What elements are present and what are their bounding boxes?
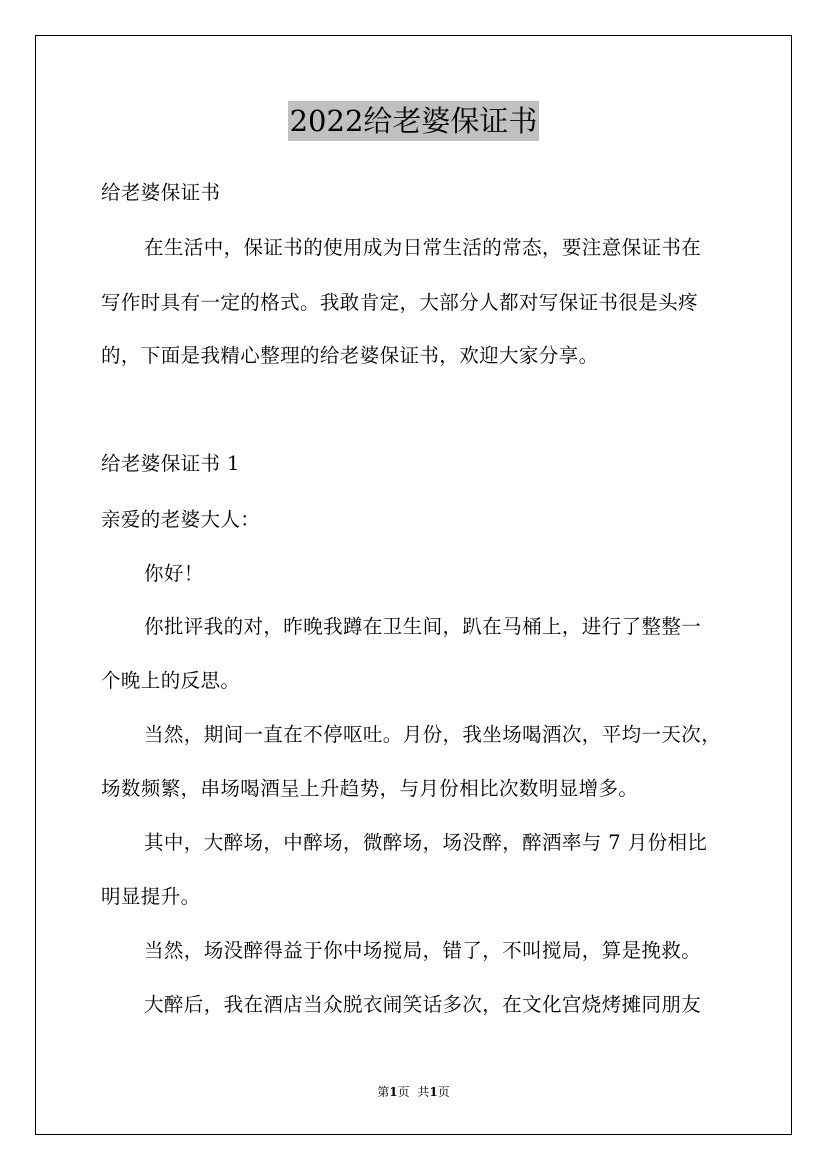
body-line: 在生活中，保证书的使用成为日常生活的常态，要注意保证书在: [144, 236, 702, 259]
body-line: 的，下面是我精心整理的给老婆保证书，欢迎大家分享。: [101, 344, 599, 367]
page-number: 1: [389, 1085, 398, 1099]
total-prefix: 共: [417, 1085, 430, 1099]
total-number: 1: [429, 1085, 438, 1099]
title-container: [0, 101, 827, 141]
body-line: 当然，场没醉得益于你中场搅局，错了，不叫搅局，算是挽救。: [144, 939, 702, 962]
body-line-heading: 给老婆保证书: [101, 181, 221, 204]
salutation: 亲爱的老婆大人：: [101, 508, 261, 531]
page-suffix: 页: [397, 1085, 410, 1099]
body-line: 其中，大醉场，中醉场，微醉场，场没醉，醉酒率与 7 月份相比: [144, 831, 708, 854]
page-footer: [0, 1084, 827, 1100]
body-line: 大醉后，我在酒店当众脱衣闹笑话多次，在文化宫烧烤摊同朋友: [144, 993, 702, 1016]
page-prefix: 第: [377, 1085, 390, 1099]
total-suffix: 页: [437, 1085, 450, 1099]
body-line: 写作时具有一定的格式。我敢肯定，大部分人都对写保证书很是头疼: [101, 291, 699, 314]
body-line: 个晚上的反思。: [101, 669, 241, 692]
body-line: 明显提升。: [101, 885, 201, 908]
body-line: 当然，期间一直在不停呕吐。月份，我坐场喝酒次，平均一天次，: [144, 723, 722, 746]
section-heading: 给老婆保证书 1: [101, 452, 240, 475]
greeting: 你好！: [144, 562, 204, 585]
document-title: 2022给老婆保证书: [288, 101, 540, 141]
body-line: 你批评我的对，昨晚我蹲在卫生间，趴在马桶上，进行了整整一: [144, 615, 702, 638]
body-line: 场数频繁，串场喝酒呈上升趋势，与月份相比次数明显增多。: [101, 777, 639, 800]
